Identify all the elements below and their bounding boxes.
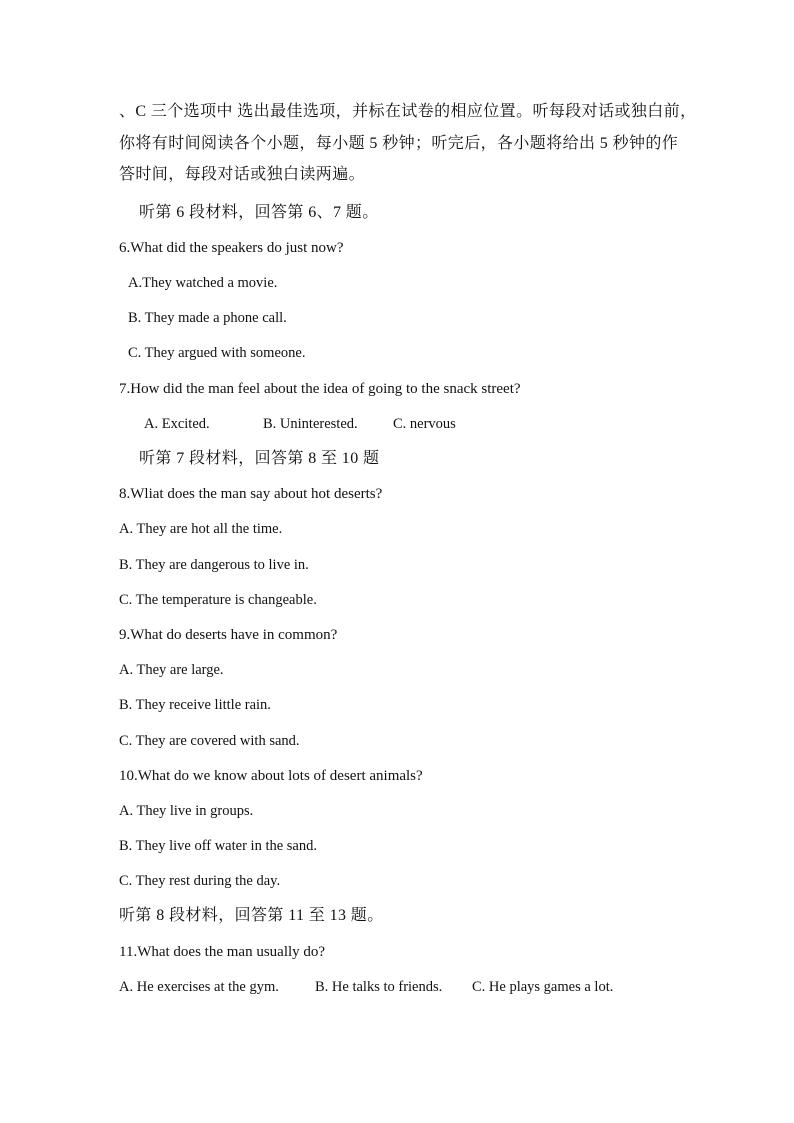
intro-line-1: 、C 三个选项中 选出最佳选项，并标在试卷的相应位置。听每段对话或独白前， bbox=[119, 103, 697, 120]
question-9-option-a: A. They are large. bbox=[119, 662, 224, 678]
question-10-option-a: A. They live in groups. bbox=[119, 803, 254, 819]
question-10-option-b: B. They live off water in the sand. bbox=[119, 838, 317, 854]
question-7-option-a: A. Excited. bbox=[144, 416, 210, 432]
section-8-heading: 听第 8 段材料，回答第 11 至 13 题。 bbox=[119, 907, 384, 924]
question-9-stem: 9.What do deserts have in common? bbox=[119, 627, 338, 643]
question-10-stem: 10.What do we know about lots of desert animals? bbox=[119, 768, 423, 784]
question-9-option-c: C. They are covered with sand. bbox=[119, 733, 300, 749]
question-11-option-c: C. He plays games a lot. bbox=[472, 979, 614, 995]
section-7-heading: 听第 7 段材料，回答第 8 至 10 题 bbox=[139, 450, 380, 467]
question-8-option-a: A. They are hot all the time. bbox=[119, 521, 283, 537]
question-7-option-c: C. nervous bbox=[393, 416, 456, 432]
question-8-stem: 8.Wliat does the man say about hot deserts? bbox=[119, 486, 383, 502]
question-8-option-c: C. The temperature is changeable. bbox=[119, 592, 317, 608]
question-6-option-b: B. They made a phone call. bbox=[128, 310, 287, 326]
question-6-stem: 6.What did the speakers do just now? bbox=[119, 240, 344, 256]
question-7-stem: 7.How did the man feel about the idea of going to the snack street? bbox=[119, 381, 521, 397]
question-6-option-a: A.They watched a movie. bbox=[128, 275, 278, 291]
question-10-option-c: C. They rest during the day. bbox=[119, 873, 281, 889]
question-11-option-a: A. He exercises at the gym. bbox=[119, 979, 279, 995]
question-8-option-b: B. They are dangerous to live in. bbox=[119, 557, 309, 573]
section-6-heading: 听第 6 段材料，回答第 6、7 题。 bbox=[139, 204, 379, 221]
intro-line-3: 答时间，每段对话或独白读两遍。 bbox=[119, 166, 366, 183]
question-11-option-b: B. He talks to friends. bbox=[315, 979, 443, 995]
question-6-option-c: C. They argued with someone. bbox=[128, 345, 306, 361]
question-9-option-b: B. They receive little rain. bbox=[119, 697, 271, 713]
intro-line-2: 你将有时间阅读各个小题，每小题 5 秒钟；听完后，各小题将给出 5 秒钟的作 bbox=[119, 135, 679, 152]
question-7-option-b: B. Uninterested. bbox=[263, 416, 358, 432]
question-11-stem: 11.What does the man usually do? bbox=[119, 944, 326, 960]
